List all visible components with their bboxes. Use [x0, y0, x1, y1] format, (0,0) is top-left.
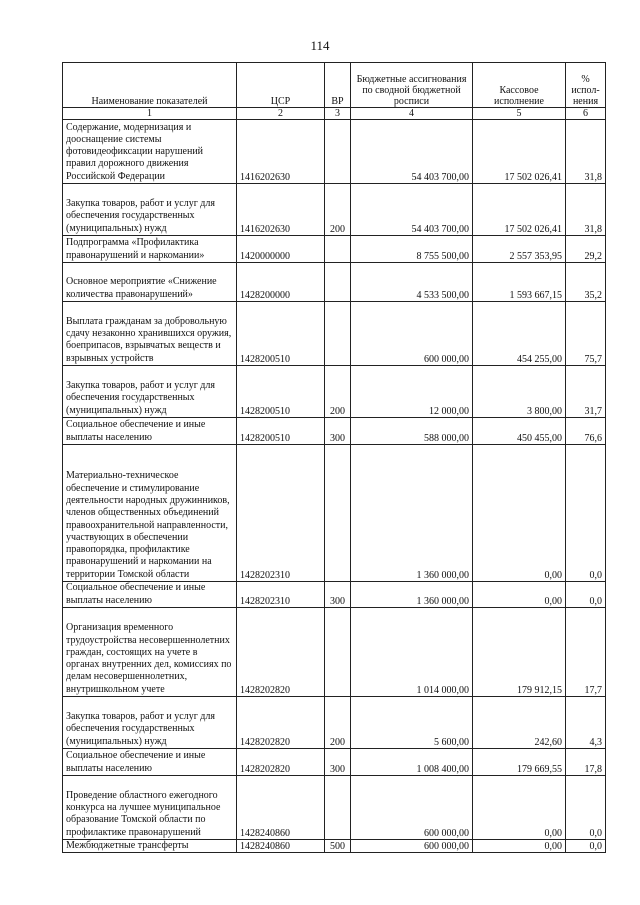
row-vr-cell: 200 — [325, 366, 351, 418]
row-budget-cell: 4 533 500,00 — [351, 263, 473, 302]
row-percent-cell: 76,6 — [566, 418, 606, 445]
row-cash-cell: 450 455,00 — [473, 418, 566, 445]
row-percent-cell: 17,8 — [566, 749, 606, 776]
row-name-cell: Основное мероприятие «Снижение количества правонарушений» — [63, 263, 237, 302]
row-name-cell: Проведение областного ежегодного конкурса на лучшее муниципальное образование Томской области по профилактике правонарушений — [63, 776, 237, 840]
row-percent-cell: 0,0 — [566, 840, 606, 853]
row-percent-cell: 0,0 — [566, 582, 606, 608]
table-row — [63, 263, 606, 302]
header-indicator-name: Наименование показателей — [63, 63, 237, 108]
row-percent-cell: 35,2 — [566, 263, 606, 302]
column-number: 5 — [473, 108, 566, 120]
row-name-cell: Организация временного трудоустройства несовершеннолетних граждан, состоящих на учете в органах внутренних дел, комиссиях по делам несовершеннолетних, внутришкольном учете — [63, 608, 237, 697]
table-row — [63, 184, 606, 236]
row-budget-cell: 600 000,00 — [351, 776, 473, 840]
row-vr-cell: 300 — [325, 749, 351, 776]
header-cash-execution: Кассовое исполнение — [473, 63, 566, 108]
row-budget-cell: 1 014 000,00 — [351, 608, 473, 697]
column-number: 4 — [351, 108, 473, 120]
row-budget-cell: 54 403 700,00 — [351, 120, 473, 184]
header-budget-allocations: Бюджетные ассигнования по сводной бюджетной росписи — [351, 63, 473, 108]
row-budget-cell: 1 008 400,00 — [351, 749, 473, 776]
table-row — [63, 418, 606, 445]
row-csr-cell: 1420000000 — [237, 236, 325, 263]
row-vr-cell — [325, 445, 351, 582]
row-percent-cell: 17,7 — [566, 608, 606, 697]
row-percent-cell: 4,3 — [566, 697, 606, 749]
row-cash-cell: 2 557 353,95 — [473, 236, 566, 263]
row-budget-cell: 600 000,00 — [351, 302, 473, 366]
row-cash-cell: 1 593 667,15 — [473, 263, 566, 302]
row-name-cell: Социальное обеспечение и иные выплаты населению — [63, 582, 237, 608]
row-name-cell: Закупка товаров, работ и услуг для обеспечения государственных (муниципальных) нужд — [63, 184, 237, 236]
row-percent-cell: 0,0 — [566, 445, 606, 582]
header-execution-percent: % испол-нения — [566, 63, 606, 108]
row-vr-cell: 300 — [325, 582, 351, 608]
row-cash-cell: 3 800,00 — [473, 366, 566, 418]
row-budget-cell: 8 755 500,00 — [351, 236, 473, 263]
row-cash-cell: 0,00 — [473, 840, 566, 853]
row-percent-cell: 75,7 — [566, 302, 606, 366]
table-row — [63, 120, 606, 184]
row-percent-cell: 0,0 — [566, 776, 606, 840]
row-vr-cell — [325, 776, 351, 840]
table-body — [63, 120, 606, 853]
row-vr-cell — [325, 120, 351, 184]
row-csr-cell: 1428240860 — [237, 776, 325, 840]
row-csr-cell: 1428202820 — [237, 749, 325, 776]
row-budget-cell: 1 360 000,00 — [351, 582, 473, 608]
row-csr-cell: 1428200510 — [237, 302, 325, 366]
header-csr: ЦСР — [237, 63, 325, 108]
row-cash-cell: 179 912,15 — [473, 608, 566, 697]
row-vr-cell: 300 — [325, 418, 351, 445]
row-budget-cell: 1 360 000,00 — [351, 445, 473, 582]
row-name-cell: Содержание, модернизация и дооснащение системы фотовидеофиксации нарушений правил дорожного движения Российской Федерации — [63, 120, 237, 184]
budget-execution-table — [62, 62, 606, 853]
table-row — [63, 366, 606, 418]
row-csr-cell: 1416202630 — [237, 120, 325, 184]
column-number: 6 — [566, 108, 606, 120]
row-vr-cell: 200 — [325, 697, 351, 749]
row-budget-cell: 600 000,00 — [351, 840, 473, 853]
table-row — [63, 302, 606, 366]
row-cash-cell: 0,00 — [473, 776, 566, 840]
row-cash-cell: 242,60 — [473, 697, 566, 749]
row-name-cell: Выплата гражданам за добровольную сдачу незаконно хранившихся оружия, боеприпасов, взрывчатых веществ и взрывных устройств — [63, 302, 237, 366]
row-csr-cell: 1428202820 — [237, 697, 325, 749]
column-number: 2 — [237, 108, 325, 120]
row-percent-cell: 31,8 — [566, 184, 606, 236]
row-csr-cell: 1428202820 — [237, 608, 325, 697]
row-csr-cell: 1428202310 — [237, 445, 325, 582]
column-number: 1 — [63, 108, 237, 120]
row-name-cell: Социальное обеспечение и иные выплаты населению — [63, 418, 237, 445]
table-row — [63, 582, 606, 608]
row-name-cell: Межбюджетные трансферты — [63, 840, 237, 853]
row-budget-cell: 588 000,00 — [351, 418, 473, 445]
row-budget-cell: 5 600,00 — [351, 697, 473, 749]
row-cash-cell: 454 255,00 — [473, 302, 566, 366]
row-vr-cell — [325, 263, 351, 302]
row-name-cell: Закупка товаров, работ и услуг для обеспечения государственных (муниципальных) нужд — [63, 697, 237, 749]
row-percent-cell: 31,7 — [566, 366, 606, 418]
row-csr-cell: 1428200510 — [237, 418, 325, 445]
row-csr-cell: 1428200000 — [237, 263, 325, 302]
header-vr: ВР — [325, 63, 351, 108]
table-row — [63, 697, 606, 749]
row-budget-cell: 12 000,00 — [351, 366, 473, 418]
table-row — [63, 236, 606, 263]
row-vr-cell: 200 — [325, 184, 351, 236]
table-row — [63, 776, 606, 840]
page-number: 114 — [310, 38, 330, 53]
table-row — [63, 608, 606, 697]
row-name-cell: Материально-техническое обеспечение и стимулирование деятельности народных дружинников, членов общественных объединений правоохранительной направленности, участвующих в обеспечении правопорядка, профилактике правонарушений и наркомании на территории Томской области — [63, 445, 237, 582]
row-cash-cell: 0,00 — [473, 582, 566, 608]
row-cash-cell: 17 502 026,41 — [473, 184, 566, 236]
row-cash-cell: 17 502 026,41 — [473, 120, 566, 184]
row-percent-cell: 29,2 — [566, 236, 606, 263]
row-name-cell: Закупка товаров, работ и услуг для обеспечения государственных (муниципальных) нужд — [63, 366, 237, 418]
row-name-cell: Подпрограмма «Профилактика правонарушений и наркомании» — [63, 236, 237, 263]
row-vr-cell — [325, 236, 351, 263]
table-row — [63, 840, 606, 853]
table-row — [63, 445, 606, 582]
row-vr-cell — [325, 608, 351, 697]
row-csr-cell: 1428200510 — [237, 366, 325, 418]
row-cash-cell: 179 669,55 — [473, 749, 566, 776]
row-name-cell: Социальное обеспечение и иные выплаты населению — [63, 749, 237, 776]
row-csr-cell: 1416202630 — [237, 184, 325, 236]
row-vr-cell: 500 — [325, 840, 351, 853]
row-budget-cell: 54 403 700,00 — [351, 184, 473, 236]
row-vr-cell — [325, 302, 351, 366]
column-number: 3 — [325, 108, 351, 120]
row-cash-cell: 0,00 — [473, 445, 566, 582]
row-percent-cell: 31,8 — [566, 120, 606, 184]
table-row — [63, 749, 606, 776]
row-csr-cell: 1428202310 — [237, 582, 325, 608]
row-csr-cell: 1428240860 — [237, 840, 325, 853]
